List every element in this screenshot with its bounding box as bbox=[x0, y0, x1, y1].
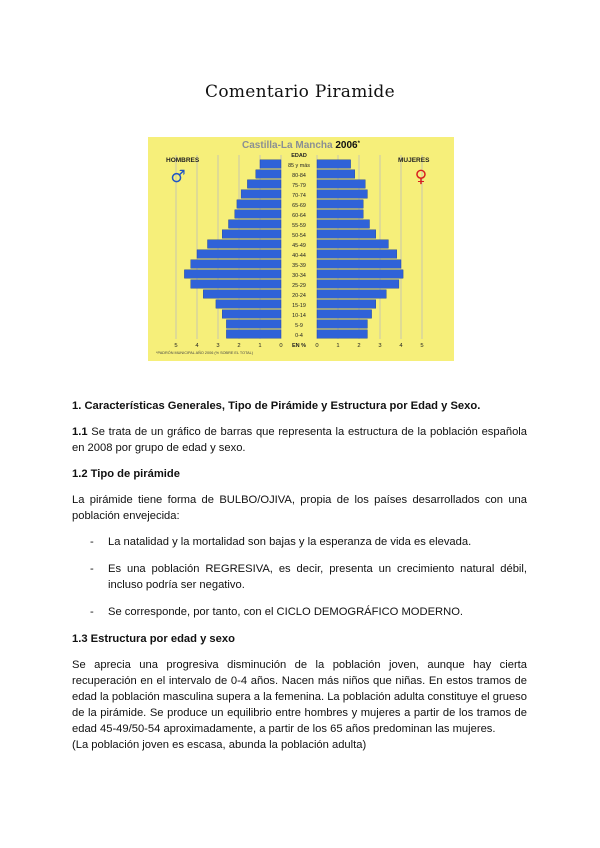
bullet-text: Es una población REGRESIVA, es decir, presenta un crecimiento natural débil, incluso podría ser negativo. bbox=[108, 563, 527, 591]
bar-female bbox=[317, 160, 351, 168]
chart-footnote: *PADRÓN MUNICIPAL AÑO 2006 (% SOBRE EL TOTAL) bbox=[156, 351, 254, 355]
bar-male bbox=[191, 280, 281, 288]
x-tick-label: 4 bbox=[195, 343, 199, 349]
bar-male bbox=[247, 180, 281, 188]
list-item bbox=[72, 604, 527, 620]
age-tick-label: 5-9 bbox=[295, 323, 303, 329]
section1-heading: 1. Características Generales, Tipo de Pirámide y Estructura por Edad y Sexo. bbox=[72, 400, 481, 412]
age-header: EDAD bbox=[291, 153, 307, 159]
bullet-dash: - bbox=[90, 536, 94, 548]
bar-female bbox=[317, 170, 355, 178]
x-tick-label: 2 bbox=[357, 343, 361, 349]
document-body bbox=[72, 398, 527, 753]
bar-female bbox=[317, 270, 403, 278]
female-symbol-icon: ♀ bbox=[414, 167, 428, 187]
age-tick-label: 55-59 bbox=[292, 223, 306, 229]
section-1-3-note: (La población joven es escasa, abunda la población adulta) bbox=[72, 739, 367, 751]
bar-male bbox=[222, 310, 281, 318]
pyramid-svg bbox=[148, 137, 454, 361]
list-item bbox=[72, 561, 527, 593]
bar-female bbox=[317, 230, 376, 238]
male-label: HOMBRES bbox=[166, 157, 200, 164]
section-1-1-text: Se trata de un gráfico de barras que representa la estructura de la población española en 2008 por grupo de edad y sexo. bbox=[72, 426, 527, 454]
bar-female bbox=[317, 280, 399, 288]
age-tick-label: 85 y más bbox=[288, 163, 310, 169]
x-tick-label: 3 bbox=[378, 343, 382, 349]
population-pyramid-chart bbox=[148, 137, 454, 361]
bar-female bbox=[317, 210, 363, 218]
section-1-3-text: Se aprecia una progresiva disminución de la población joven, aunque hay cierta recuperación en el intervalo de 0-4 años. Nacen más niños que niñas. En estos tramos de edad la población masculina supera a la femenina. La población adulta constituye el grueso de la pirámide. Se produce un equilibrio entre hombres y mujeres a partir de los tramos de edad 45-49/50-54 aproximadamente, a partir de los 65 años predominan las mujeres. bbox=[72, 659, 527, 735]
bar-male bbox=[229, 220, 282, 228]
bar-male bbox=[235, 210, 281, 218]
bullet-text: La natalidad y la mortalidad son bajas y la esperanza de vida es elevada. bbox=[108, 536, 472, 548]
bar-female bbox=[317, 260, 401, 268]
x-tick-label: 5 bbox=[420, 343, 424, 349]
page-title: Comentario Piramide bbox=[205, 82, 395, 102]
bullet-dash: - bbox=[90, 563, 94, 575]
age-tick-label: 65-69 bbox=[292, 203, 306, 209]
x-tick-label: 1 bbox=[258, 343, 262, 349]
bar-male bbox=[208, 240, 282, 248]
x-tick-label: 5 bbox=[174, 343, 178, 349]
bar-male bbox=[260, 160, 281, 168]
bar-male bbox=[191, 260, 281, 268]
bar-female bbox=[317, 290, 386, 298]
bar-female bbox=[317, 320, 367, 328]
male-symbol-icon: ♂ bbox=[170, 167, 186, 187]
section-1-1-paragraph bbox=[72, 424, 527, 456]
x-tick-label: 0 bbox=[279, 343, 283, 349]
x-tick-label: 4 bbox=[399, 343, 403, 349]
age-tick-label: 0-4 bbox=[295, 333, 303, 339]
age-tick-label: 70-74 bbox=[292, 193, 306, 199]
x-tick-label: 3 bbox=[216, 343, 220, 349]
bar-female bbox=[317, 220, 370, 228]
age-tick-label: 75-79 bbox=[292, 183, 306, 189]
x-tick-label: 2 bbox=[237, 343, 241, 349]
age-tick-label: 15-19 bbox=[292, 303, 306, 309]
chart-title: Castilla-La Mancha 2006* bbox=[242, 140, 360, 151]
x-tick-label: 0 bbox=[315, 343, 319, 349]
bar-male bbox=[256, 170, 281, 178]
bar-female bbox=[317, 250, 397, 258]
bar-female bbox=[317, 180, 365, 188]
section-1-2-heading: 1.2 Tipo de pirámide bbox=[72, 468, 180, 480]
bar-female bbox=[317, 310, 372, 318]
age-tick-label: 10-14 bbox=[292, 313, 306, 319]
bar-female bbox=[317, 240, 388, 248]
bar-male bbox=[184, 270, 281, 278]
bar-male bbox=[197, 250, 281, 258]
x-tick-label: 1 bbox=[336, 343, 340, 349]
bar-male bbox=[222, 230, 281, 238]
bar-female bbox=[317, 200, 363, 208]
bar-male bbox=[237, 200, 281, 208]
age-tick-label: 60-64 bbox=[292, 213, 306, 219]
bar-male bbox=[241, 190, 281, 198]
bar-male bbox=[226, 320, 281, 328]
bullet-list bbox=[72, 534, 527, 620]
bar-female bbox=[317, 330, 367, 338]
section-1-2-text: La pirámide tiene forma de BULBO/OJIVA, propia de los países desarrollados con una población envejecida: bbox=[72, 494, 527, 522]
female-label: MUJERES bbox=[398, 157, 430, 164]
section-1-3-heading: 1.3 Estructura por edad y sexo bbox=[72, 633, 235, 645]
age-tick-label: 25-29 bbox=[292, 283, 306, 289]
bar-female bbox=[317, 300, 376, 308]
age-tick-label: 40-44 bbox=[292, 253, 306, 259]
age-tick-label: 30-34 bbox=[292, 273, 306, 279]
bullet-text: Se corresponde, por tanto, con el CICLO DEMOGRÁFICO MODERNO. bbox=[108, 606, 464, 618]
age-tick-label: 45-49 bbox=[292, 243, 306, 249]
age-tick-label: 35-39 bbox=[292, 263, 306, 269]
list-item bbox=[72, 534, 527, 550]
age-tick-label: 80-84 bbox=[292, 173, 306, 179]
axis-unit-label: EN % bbox=[291, 343, 307, 349]
bar-male bbox=[203, 290, 281, 298]
bar-male bbox=[216, 300, 281, 308]
age-tick-label: 20-24 bbox=[292, 293, 306, 299]
bar-male bbox=[226, 330, 281, 338]
section-1-1-label: 1.1 bbox=[72, 426, 88, 438]
bullet-dash: - bbox=[90, 606, 94, 618]
bar-female bbox=[317, 190, 367, 198]
age-tick-label: 50-54 bbox=[292, 233, 306, 239]
